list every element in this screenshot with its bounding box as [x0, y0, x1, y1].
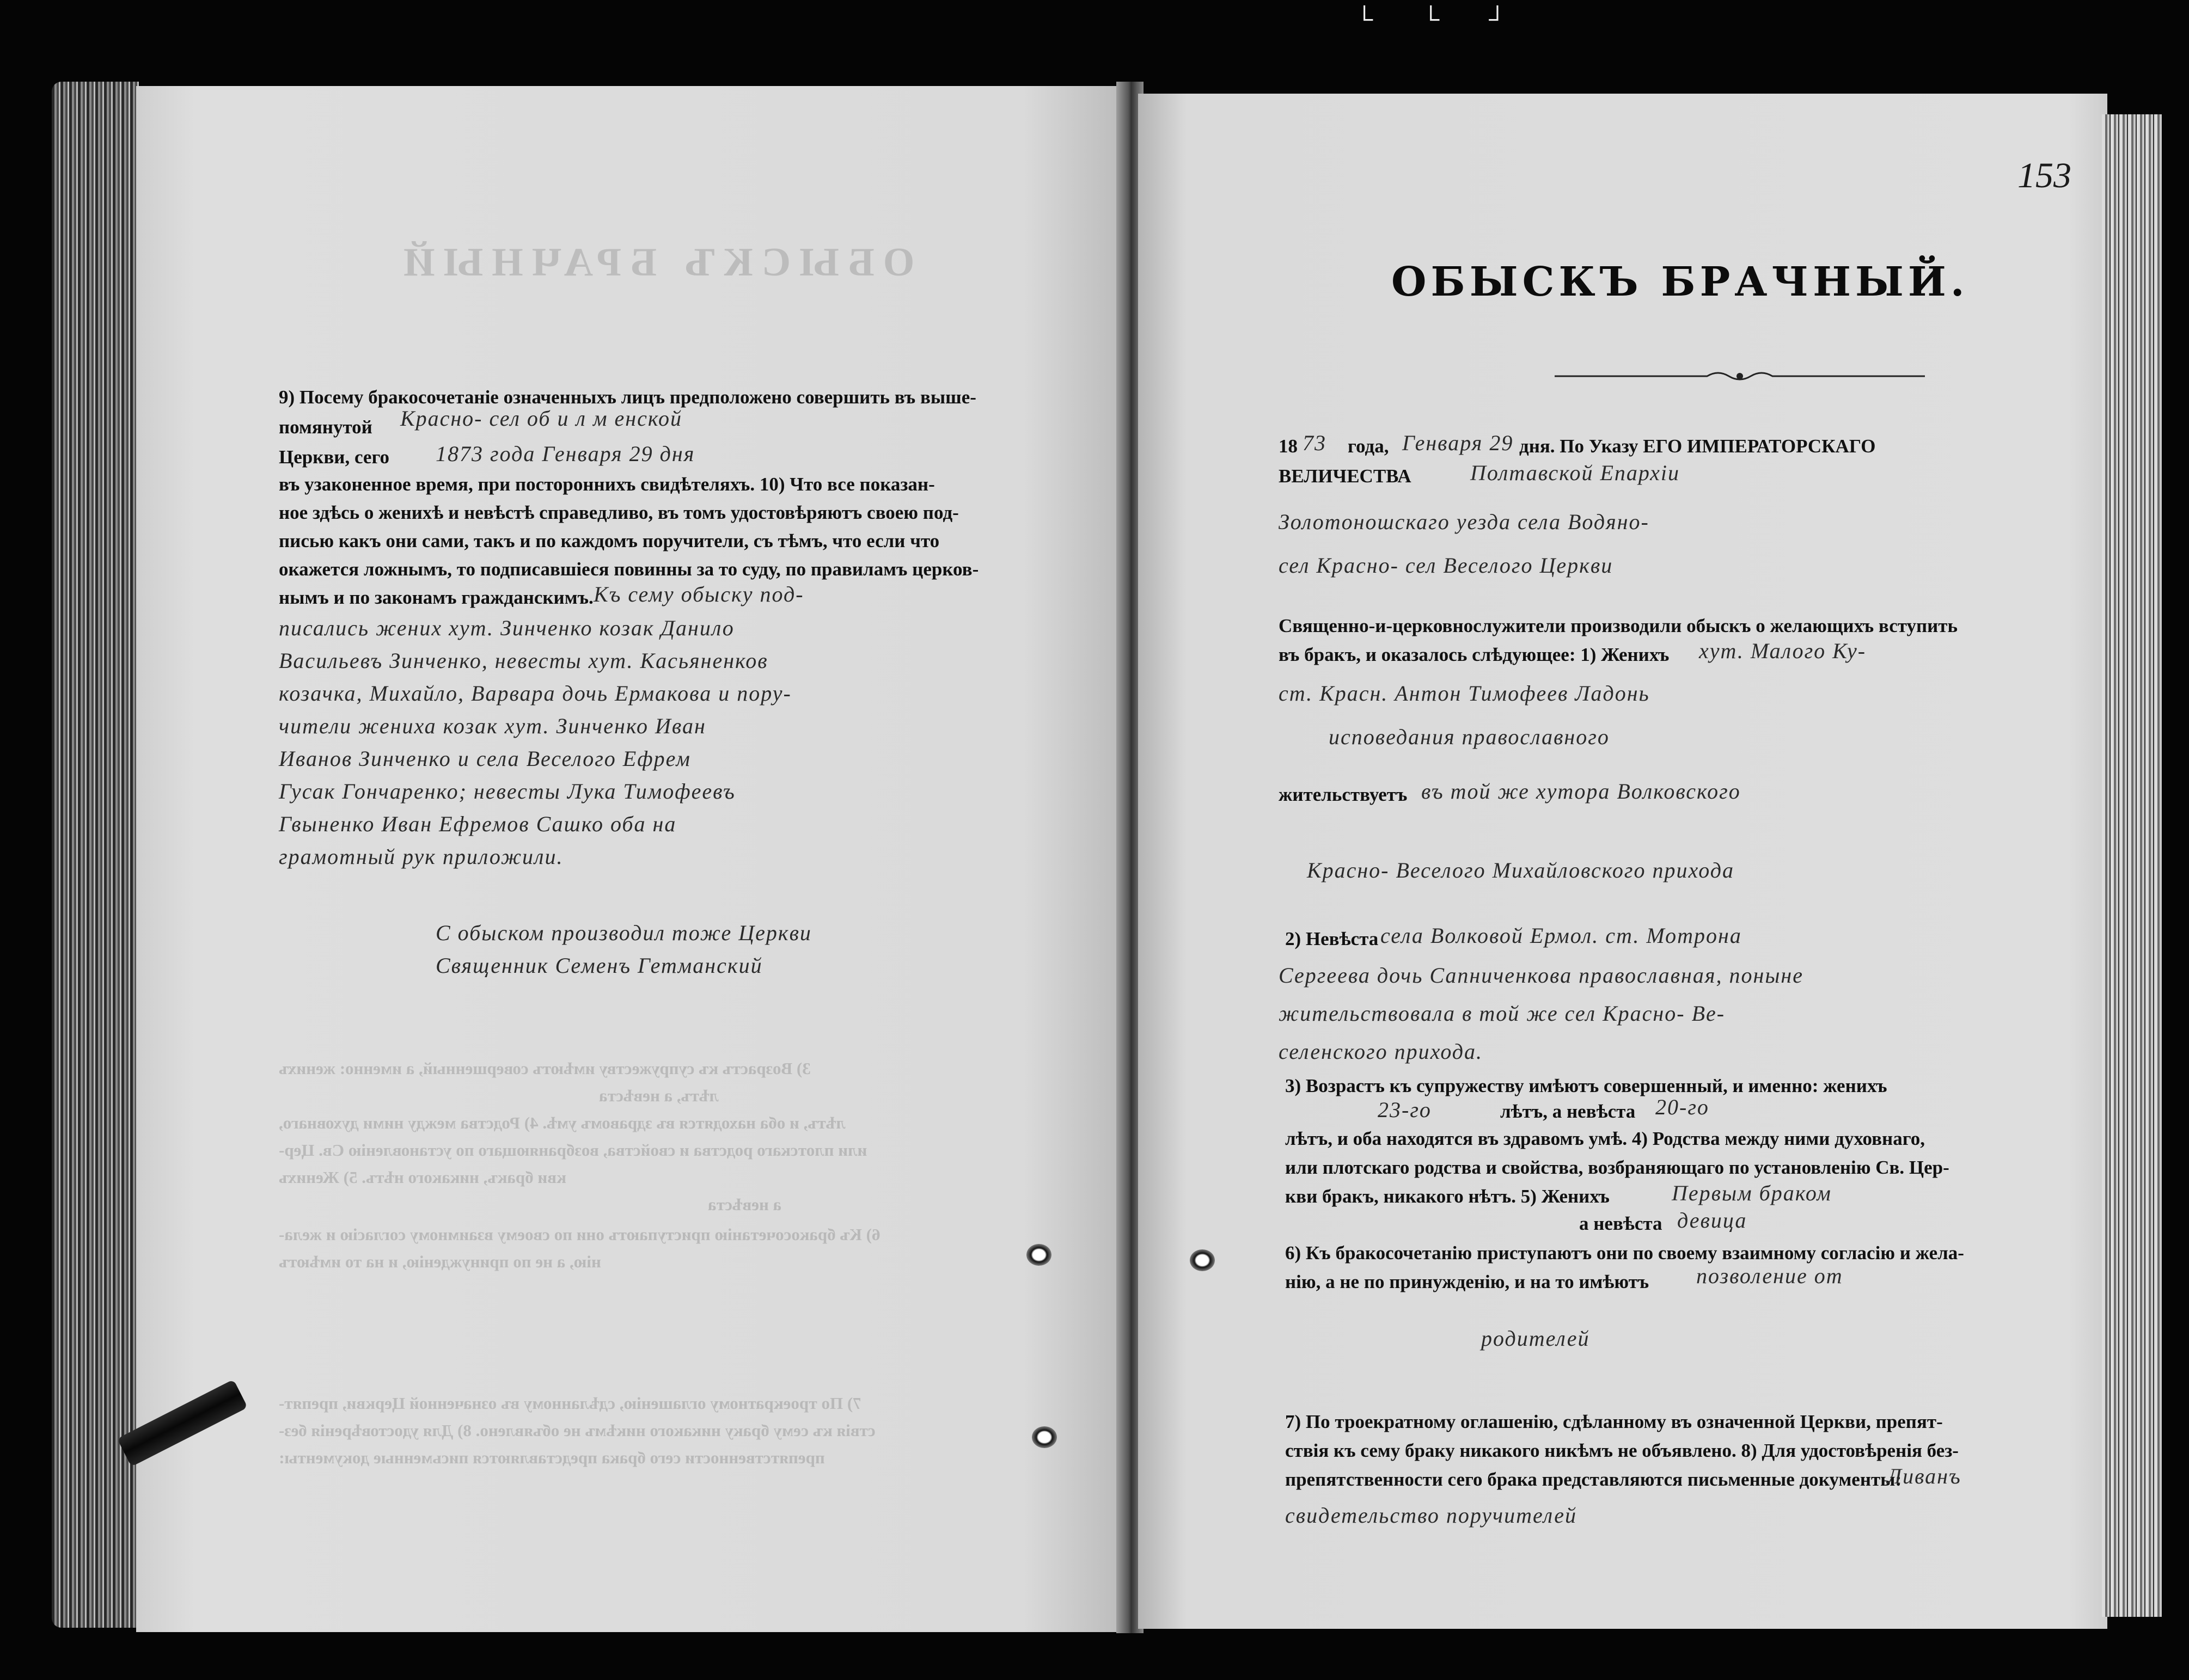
page-stack-right	[2102, 114, 2162, 1617]
left-hw-church: Красно- сел об и л м енской	[400, 406, 683, 431]
right-hw-diocese: Полтавской Епархіи	[1470, 461, 1680, 485]
right-hw-residence-1: въ той же хутора Волковского	[1421, 779, 1741, 804]
right-age-1: 3) Возрастъ къ супружеству имѣютъ совершенный, и именно: женихъ	[1285, 1075, 1887, 1096]
folio-number: 153	[2017, 156, 2071, 195]
right-hw-residence-2: Красно- Веселого Михайловского прихода	[1307, 858, 1734, 882]
left-printed-line-3: Церкви, сего	[279, 446, 389, 468]
left-ghost-9: 7) По троекратному оглашенію, сдѣланному въ означенной Церкви, препят-	[279, 1394, 861, 1413]
left-ghost-4: или плотскаго родства и свойства, возбраняющаго по установленію Св. Цер-	[279, 1141, 867, 1160]
right-hw-year: 73	[1303, 431, 1326, 455]
right-ukaz: дня. По Указу ЕГО ИМПЕРАТОРСКАГО	[1519, 436, 1876, 457]
right-hw-bride-4: селенского прихода.	[1279, 1039, 1483, 1064]
right-hw-docs-1: Ливанъ	[1887, 1464, 1961, 1488]
left-printed-line-1: 9) Посему бракосочетаніе означенныхъ лицъ предположено совершить въ выше-	[279, 387, 976, 408]
left-ghost-2: лѣтъ, а невѣста	[599, 1086, 719, 1105]
binding-hole-lower	[1032, 1426, 1057, 1448]
left-hw-line-9: грамотный рук приложили.	[279, 844, 564, 869]
right-age-4: или плотскаго родства и свойства, возбраняющаго по установленію Св. Цер-	[1285, 1157, 1949, 1178]
left-ghost-8: нію, а не по принужденію, и на то имѣютъ	[279, 1252, 601, 1271]
left-printed-line-5: ное здѣсь о женихѣ и невѣстѣ справедливо, въ томъ удостовѣряютъ своею под-	[279, 502, 959, 523]
right-hw-docs-2: свидетельство поручителей	[1285, 1503, 1577, 1528]
left-printed-line-2: помянутой	[279, 416, 372, 438]
film-marks: └ └ ┘	[1356, 6, 1528, 33]
right-hw-bride-3: жительствовала в той же сел Красно- Ве-	[1279, 1001, 1726, 1026]
binding-hole-right	[1190, 1249, 1215, 1271]
left-hw-line-3: Васильевъ Зинченко, невесты хут. Касьяненков	[279, 648, 768, 673]
left-hw-line-7: Гусак Гончаренко; невесты Лука Тимофеевъ	[279, 779, 736, 804]
left-ghost-5: кви бракъ, никакого нѣтъ. 5) Женихъ	[279, 1168, 566, 1187]
left-printed-line-6: писью какъ они сами, такъ и по каждомъ поручители, съ тѣмъ, что если что	[279, 530, 940, 551]
left-hw-line-10: С обыском производил тоже Церкви	[436, 921, 812, 945]
left-page-show-through-title: ОБЫСКЪ БРАЧНЫЙ	[395, 240, 915, 285]
left-hw-line-11: Священник Семенъ Гетманский	[436, 953, 763, 978]
left-ghost-11: препятственности сего брака представляются письменные документы:	[279, 1448, 825, 1467]
right-hw-consent: позволение от	[1696, 1264, 1843, 1288]
right-hw-bride-1: села Волковой Ермол. ст. Мотрона	[1380, 923, 1742, 948]
right-clergy-1: Священно-и-церковнослужители производили обыскъ о желающихъ вступить	[1279, 615, 1958, 636]
right-clergy-2: въ бракъ, и оказалось слѣдующее: 1) Женихъ	[1279, 644, 1670, 665]
left-hw-line-5: чители жениха козак хут. Зинченко Иван	[279, 714, 706, 738]
right-hw-groom-1: хут. Малого Ку-	[1699, 639, 1867, 663]
right-hw-date: Генваря 29	[1402, 431, 1514, 455]
left-hw-line-6: Иванов Зинченко и села Веселого Ефрем	[279, 746, 691, 771]
right-hw-groom-3: исповедания православного	[1329, 725, 1610, 749]
left-printed-line-4: въ узаконенное время, при постороннихъ свидѣтеляхъ. 10) Что все показан-	[279, 474, 935, 495]
right-hw-groom-2: ст. Красн. Антон Тимофеев Ладонь	[1279, 681, 1650, 706]
right-age-5: кви бракъ, никакого нѣтъ. 5) Женихъ	[1285, 1186, 1610, 1207]
right-proclamation-3: препятственности сего брака представляются письменные документы:	[1285, 1469, 1902, 1490]
left-ghost-3: лѣтъ, и оба находятся въ здравомъ умѣ. 4) Родства между ними духовнаго,	[279, 1113, 846, 1132]
right-hw-bride-2: Сергеева дочь Сапниченкова православная, поныне	[1279, 963, 1803, 988]
right-proclamation-2: ствія къ сему браку никакого никѣмъ не объявлено. 8) Для удостовѣренія без-	[1285, 1440, 1959, 1461]
left-ghost-6: а невѣста	[708, 1195, 782, 1214]
right-age-2: лѣтъ, а невѣста	[1500, 1101, 1636, 1122]
right-age-6: а невѣста	[1579, 1213, 1662, 1234]
right-hw-church-1: Золотоношскаго уезда села Водяно-	[1279, 510, 1649, 534]
right-hw-church-2: сел Красно- сел Веселого Церкви	[1279, 553, 1613, 578]
title-ornament	[1533, 367, 1947, 385]
left-printed-line-8: нымъ и по законамъ гражданскимъ.	[279, 587, 594, 608]
right-proclamation-1: 7) По троекратному оглашенію, сдѣланному въ означенной Церкви, препят-	[1285, 1411, 1943, 1432]
binding-hole-upper	[1026, 1244, 1051, 1266]
left-printed-line-7: окажется ложнымъ, то подписавшіеся повинны за то суду, по правиламъ церков-	[279, 559, 979, 580]
right-consent-2: нію, а не по принужденію, и на то имѣютъ	[1285, 1271, 1649, 1292]
left-hw-line-2: писались жених хут. Зинченко козак Данило	[279, 616, 735, 640]
right-nevesta: 2) Невѣста	[1285, 928, 1379, 949]
left-hw-line-8: Гвыненко Иван Ефремов Сашко оба на	[279, 812, 677, 836]
right-zhitelstvuet: жительствуетъ	[1279, 784, 1408, 805]
right-year-prefix: 18	[1279, 436, 1298, 457]
left-ghost-7: 6) Къ бракосочетанію приступаютъ они по своему взаимному согласію и жела-	[279, 1225, 881, 1244]
right-hw-bride-marriage: девица	[1677, 1208, 1747, 1233]
left-ghost-1: 3) Возрастъ къ супружеству имѣютъ совершенный, а именно: женихъ	[279, 1059, 811, 1078]
right-hw-groom-age: 23-го	[1378, 1097, 1432, 1122]
page-stack-left	[52, 82, 139, 1628]
right-age-3: лѣтъ, и оба находятся въ здравомъ умѣ. 4) Родства между ними духовнаго,	[1285, 1128, 1925, 1149]
right-hw-parents: родителей	[1481, 1326, 1590, 1351]
right-consent-1: 6) Къ бракосочетанію приступаютъ они по своему взаимному согласію и жела-	[1285, 1242, 1964, 1264]
right-year-word: года,	[1348, 436, 1389, 457]
right-hw-groom-marriage: Первым браком	[1672, 1181, 1832, 1205]
right-page-title: ОБЫСКЪ БРАЧНЫЙ.	[1391, 259, 1969, 305]
right-hw-bride-age: 20-го	[1655, 1095, 1709, 1119]
left-hw-line-4: козачка, Михайло, Варвара дочь Ермакова и пору-	[279, 681, 792, 706]
left-hw-line-1: Къ сему обыску под-	[594, 582, 804, 606]
left-hw-date: 1873 года Генваря 29 дня	[436, 442, 695, 466]
right-velichestva: ВЕЛИЧЕСТВА	[1279, 465, 1411, 487]
left-ghost-10: ствія къ сему браку никакого никѣмъ не объявлено. 8) Для удостовѣренія без-	[279, 1421, 876, 1440]
